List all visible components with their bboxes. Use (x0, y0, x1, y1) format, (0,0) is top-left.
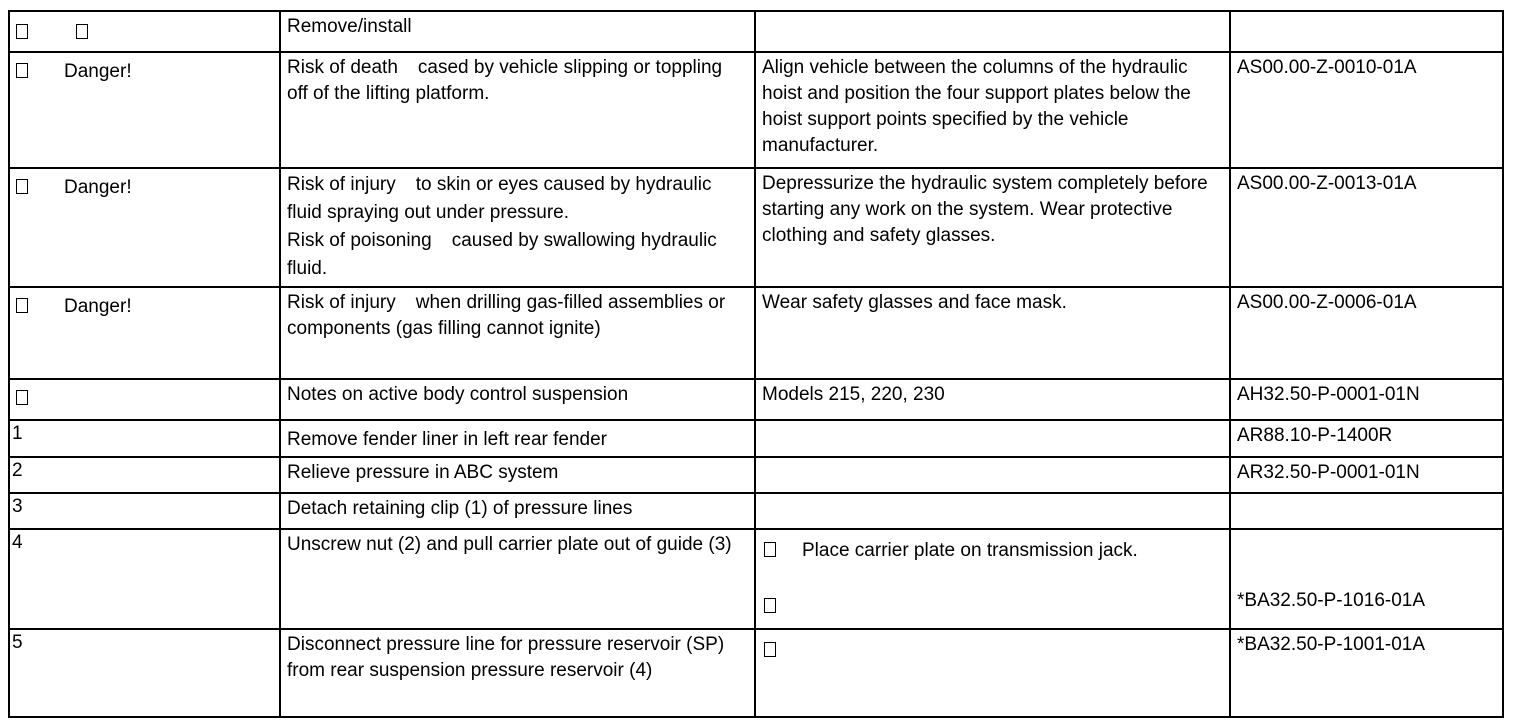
hazard-text: caused by swallowing hydraulic fluid. (287, 230, 717, 279)
cell-note (755, 529, 1230, 629)
step-text: Detach retaining clip (1) of pressure lines (287, 498, 633, 519)
note-title: Notes on active body control suspension (287, 384, 629, 405)
cell-note (755, 287, 1230, 379)
step-text: Unscrew nut (2) and pull carrier plate out of guide (3) (287, 534, 732, 555)
warning-icon (16, 179, 28, 194)
table-row (9, 457, 1503, 493)
cell-step-number (9, 493, 280, 529)
table-row (9, 11, 1503, 52)
cell-ref (1230, 52, 1503, 168)
note-text: Models 215, 220, 230 (762, 384, 945, 405)
cell-text (280, 287, 755, 379)
cell-ref (1230, 629, 1503, 717)
cell-ref (1230, 529, 1503, 629)
reference-icon (764, 598, 776, 613)
cell-text (280, 629, 755, 717)
cell-step-number (9, 629, 280, 717)
cell-symbol (9, 52, 280, 168)
cell-symbol (9, 168, 280, 287)
section-title: Remove/install (287, 16, 412, 37)
cell-symbol (9, 287, 280, 379)
note-icon (16, 390, 28, 405)
cell-ref (1230, 287, 1503, 379)
hazard-label: Risk of poisoning (287, 230, 432, 251)
hazard-text: cased by vehicle slipping or toppling off of the lifting platform. (287, 57, 723, 104)
cell-step-number (9, 420, 280, 457)
hazard-label: Risk of death (287, 57, 398, 78)
cell-note (755, 457, 1230, 493)
procedure-table (8, 10, 1504, 718)
step-number: 1 (12, 423, 23, 444)
table-row (9, 529, 1503, 629)
step-text: Remove fender liner in left rear fender (287, 429, 607, 450)
reference-link[interactable]: *BA32.50-P-1001-01A (1237, 634, 1426, 655)
cell-note (755, 379, 1230, 420)
cell-note (755, 52, 1230, 168)
reference-link[interactable]: AS00.00-Z-0013-01A (1237, 173, 1417, 194)
table-row (9, 420, 1503, 457)
cell-note (755, 420, 1230, 457)
note-icon (764, 542, 776, 557)
warning-icon (16, 298, 28, 313)
cell-title (280, 379, 755, 420)
cell-note (755, 11, 1230, 52)
danger-label: Danger! (64, 296, 132, 317)
note-text: Align vehicle between the columns of the hydraulic hoist and position the four support plates below the hoist support points specified by the vehicle manufacturer. (762, 57, 1191, 156)
hazard-text: to skin or eyes caused by hydraulic fluid spraying out under pressure. (287, 174, 712, 223)
step-text: Disconnect pressure line for pressure reservoir (SP) from rear suspension pressure reservoir (4) (287, 634, 725, 681)
tool-icon (76, 24, 88, 39)
cell-symbol (9, 11, 280, 52)
note-text: Depressurize the hydraulic system completely before starting any work on the system. Wear protective clothing and safety glasses. (762, 173, 1208, 246)
cell-ref (1230, 11, 1503, 52)
cell-title (280, 11, 755, 52)
divider (1238, 716, 1252, 718)
cell-text (280, 52, 755, 168)
table-row (9, 629, 1503, 717)
step-number: 4 (12, 532, 23, 553)
cell-symbol (9, 379, 280, 420)
step-number: 2 (12, 460, 23, 481)
danger-label: Danger! (64, 61, 132, 82)
table-row (9, 379, 1503, 420)
cell-text (280, 493, 755, 529)
cell-text (280, 529, 755, 629)
hazard-text: when drilling gas-filled assemblies or components (gas filling cannot ignite) (287, 292, 726, 339)
info-icon (16, 24, 28, 39)
step-number: 3 (12, 496, 23, 517)
reference-link[interactable]: AS00.00-Z-0010-01A (1237, 57, 1417, 78)
table-row (9, 287, 1503, 379)
step-number: 5 (12, 632, 23, 653)
step-text: Relieve pressure in ABC system (287, 462, 559, 483)
table-row (9, 493, 1503, 529)
cell-text (280, 420, 755, 457)
note-text: Place carrier plate on transmission jack. (802, 540, 1138, 561)
hazard-label: Risk of injury (287, 292, 396, 313)
cell-note (755, 629, 1230, 717)
cell-ref (1230, 379, 1503, 420)
reference-link[interactable]: AR32.50-P-0001-01N (1237, 462, 1420, 483)
cell-step-number (9, 529, 280, 629)
danger-label: Danger! (64, 177, 132, 198)
reference-icon (764, 642, 776, 657)
cell-ref (1230, 457, 1503, 493)
reference-link[interactable]: AR88.10-P-1400R (1237, 425, 1393, 446)
cell-ref (1230, 493, 1503, 529)
note-text: Wear safety glasses and face mask. (762, 292, 1067, 313)
cell-text (280, 457, 755, 493)
reference-link[interactable]: AH32.50-P-0001-01N (1237, 384, 1420, 405)
cell-note (755, 493, 1230, 529)
cell-ref (1230, 168, 1503, 287)
reference-link[interactable]: AS00.00-Z-0006-01A (1237, 292, 1417, 313)
warning-icon (16, 63, 28, 78)
table-row (9, 168, 1503, 287)
cell-note (755, 168, 1230, 287)
hazard-label: Risk of injury (287, 174, 396, 195)
cell-step-number (9, 457, 280, 493)
cell-ref (1230, 420, 1503, 457)
table-row (9, 52, 1503, 168)
reference-link[interactable]: *BA32.50-P-1016-01A (1237, 590, 1426, 611)
cell-text (280, 168, 755, 287)
